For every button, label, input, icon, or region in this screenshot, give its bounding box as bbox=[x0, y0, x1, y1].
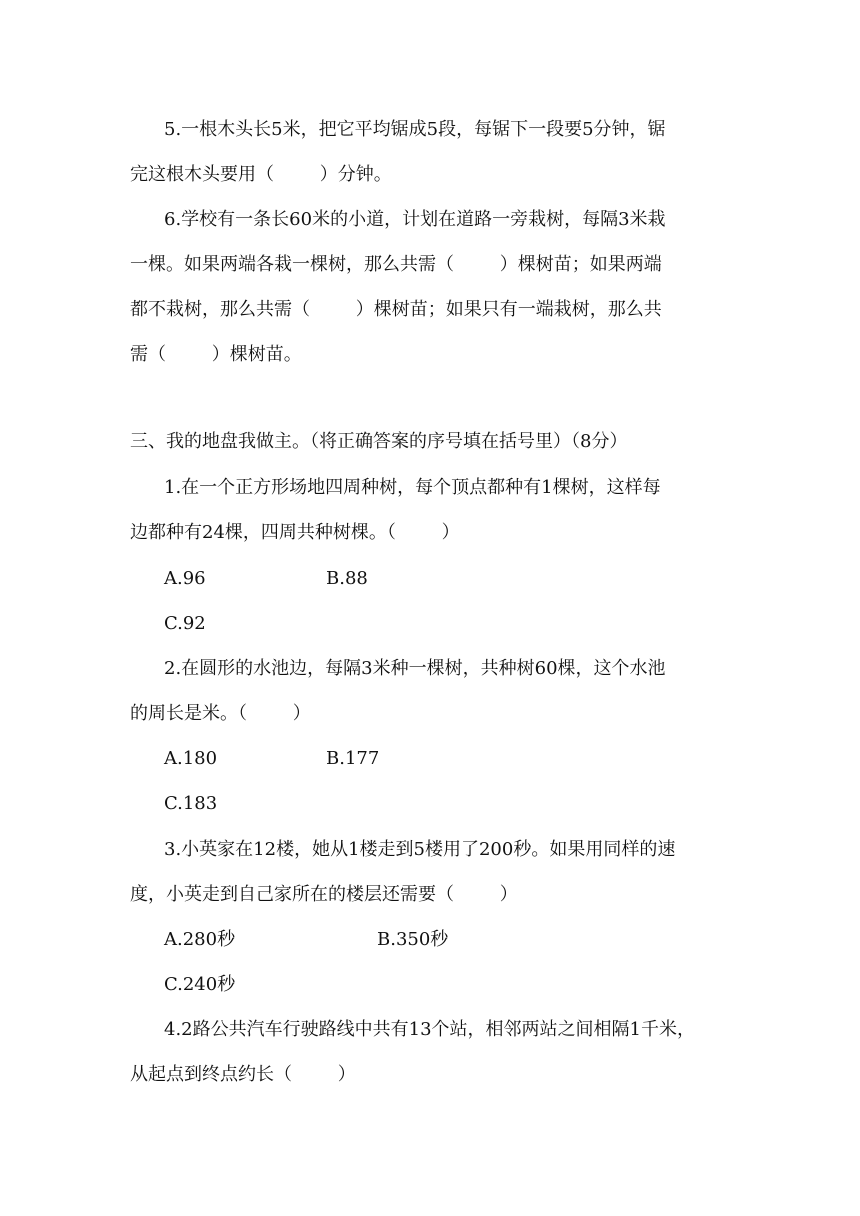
s3-q4-text-line-1: 4.2路公共汽车行驶路线中共有13个站，相邻两站之间相隔1千米， bbox=[164, 1019, 695, 1040]
s3-q1-option-b: B.88 bbox=[326, 568, 368, 589]
s3-q1-option-c: C.92 bbox=[164, 613, 206, 634]
s3-q1-option-a: A.96 bbox=[164, 568, 206, 589]
s3-q3-option-a: A.280秒 bbox=[164, 929, 236, 950]
q6-text-line-1: 6.学校有一条长60米的小道，计划在道路一旁栽树，每隔3米栽 bbox=[164, 209, 666, 230]
q6-text-line-4: 需（ ）棵树苗。 bbox=[130, 344, 302, 365]
q6-text-line-3: 都不栽树，那么共需（ ）棵树苗；如果只有一端栽树，那么共 bbox=[130, 299, 662, 320]
q5-text-line-1: 5.一根木头长5米，把它平均锯成5段，每锯下一段要5分钟，锯 bbox=[164, 119, 666, 140]
section-3-heading: 三、我的地盘我做主。（将正确答案的序号填在括号里）（8分） bbox=[130, 431, 628, 452]
q5-text-line-2: 完这根木头要用（ ）分钟。 bbox=[130, 164, 392, 185]
s3-q3-option-c: C.240秒 bbox=[164, 974, 236, 995]
s3-q1-text-line-1: 1.在一个正方形场地四周种树，每个顶点都种有1棵树，这样每 bbox=[164, 477, 661, 498]
s3-q3-option-b: B.350秒 bbox=[377, 929, 449, 950]
s3-q3-text-line-1: 3.小英家在12楼，她从1楼走到5楼用了200秒。如果用同样的速 bbox=[164, 839, 676, 860]
q6-text-line-2: 一棵。如果两端各栽一棵树，那么共需（ ）棵树苗；如果两端 bbox=[130, 254, 662, 275]
s3-q2-option-c: C.183 bbox=[164, 793, 218, 814]
s3-q1-text-line-2: 边都种有24棵，四周共种树棵。（ ） bbox=[130, 522, 460, 543]
s3-q4-text-line-2: 从起点到终点约长（ ） bbox=[130, 1064, 356, 1085]
s3-q2-option-a: A.180 bbox=[164, 748, 218, 769]
s3-q2-option-b: B.177 bbox=[326, 748, 380, 769]
s3-q2-text-line-2: 的周长是米。（ ） bbox=[130, 703, 311, 724]
s3-q3-text-line-2: 度，小英走到自己家所在的楼层还需要（ ） bbox=[130, 884, 518, 905]
s3-q2-text-line-1: 2.在圆形的水池边，每隔3米种一棵树，共种树60棵，这个水池 bbox=[164, 658, 666, 679]
